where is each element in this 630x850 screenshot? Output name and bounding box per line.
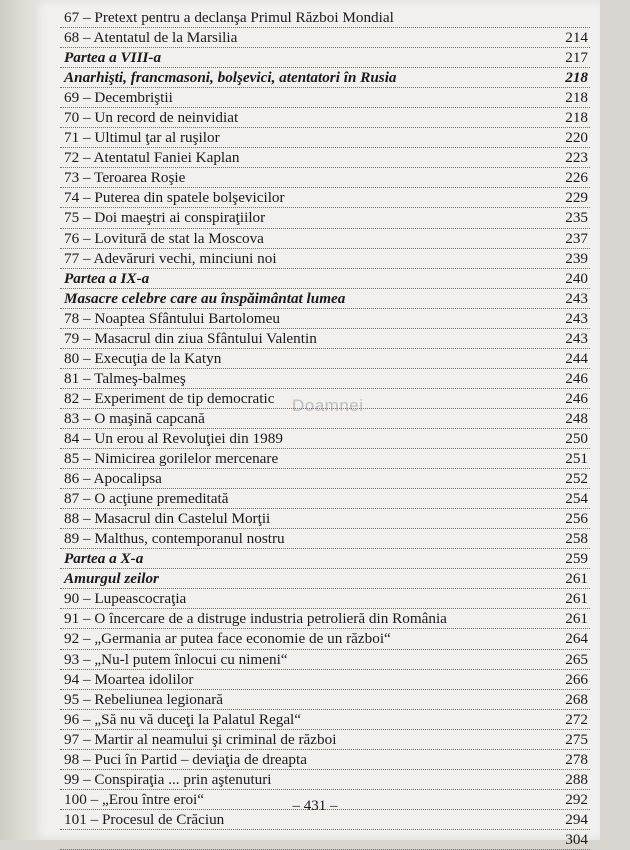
toc-entry bbox=[60, 770, 590, 790]
toc-part-heading bbox=[60, 549, 590, 569]
toc-entry-title: 86 – Apocalipsa bbox=[64, 470, 162, 488]
toc-entry-page: 256 bbox=[565, 510, 588, 528]
toc-entry-page: 259 bbox=[565, 550, 588, 568]
toc-entry-page: 294 bbox=[565, 810, 588, 828]
toc-entry-page: 237 bbox=[565, 229, 588, 247]
page-number: – 431 – bbox=[292, 798, 338, 814]
toc-entry bbox=[60, 188, 590, 208]
toc-entry-title: Partea a IX-a bbox=[64, 269, 150, 287]
toc-entry-title: 99 – Conspiraţia ... prin aştenuturi bbox=[64, 770, 272, 788]
toc-entry bbox=[60, 609, 590, 629]
toc-entry-page: 239 bbox=[565, 249, 588, 267]
toc-entry-title: 88 – Masacrul din Castelul Morţii bbox=[64, 510, 271, 528]
toc-entry bbox=[60, 529, 590, 549]
toc-entry-page: 214 bbox=[565, 29, 588, 47]
toc-entry bbox=[60, 670, 590, 690]
toc-entry bbox=[60, 589, 590, 609]
toc-entry-page: 243 bbox=[565, 289, 588, 307]
toc-part-heading bbox=[60, 269, 590, 289]
toc-part-heading bbox=[60, 48, 590, 68]
toc-entry-title: 70 – Un record de neinvidiat bbox=[64, 109, 239, 127]
toc-entry bbox=[60, 249, 590, 269]
toc-entry-page: 251 bbox=[565, 450, 588, 468]
toc-entry bbox=[60, 509, 590, 529]
watermark: Doamnei bbox=[292, 396, 364, 415]
toc-entry-title: 94 – Moartea idolilor bbox=[64, 670, 194, 688]
toc-entry-title: 73 – Teroarea Roşie bbox=[64, 169, 186, 187]
toc-entry-page: 261 bbox=[565, 610, 588, 628]
toc-entry bbox=[60, 650, 590, 670]
toc-entry bbox=[60, 28, 590, 48]
toc-entry bbox=[60, 449, 590, 469]
toc-entry bbox=[60, 489, 590, 509]
toc-entry bbox=[60, 88, 590, 108]
toc-entry bbox=[60, 369, 590, 389]
toc-entry-title: 90 – Lupeascocraţia bbox=[64, 590, 187, 608]
toc-entry-page: 248 bbox=[565, 409, 588, 427]
toc-entry bbox=[60, 469, 590, 489]
toc-entry-page: 220 bbox=[565, 129, 588, 147]
toc-entry bbox=[60, 208, 590, 228]
toc-entry bbox=[60, 429, 590, 449]
table-of-contents bbox=[60, 8, 590, 850]
toc-entry-page: 266 bbox=[565, 670, 588, 688]
toc-entry bbox=[60, 349, 590, 369]
toc-entry-page: 265 bbox=[565, 650, 588, 668]
toc-entry bbox=[60, 309, 590, 329]
toc-entry-page: 243 bbox=[565, 309, 588, 327]
toc-entry-title: 67 – Pretext pentru a declanşa Primul Război Mondial bbox=[64, 9, 394, 26]
toc-entry-page: 218 bbox=[565, 89, 588, 107]
toc-entry-page: 223 bbox=[565, 149, 588, 167]
toc-entry-title: 75 – Doi maeştri ai conspiraţiilor bbox=[64, 209, 266, 227]
toc-entry-page: 278 bbox=[565, 750, 588, 768]
toc-entry bbox=[60, 229, 590, 249]
toc-entry-page: 246 bbox=[565, 369, 588, 387]
toc-section-heading bbox=[60, 289, 590, 309]
toc-entry-title: 93 – „Nu-l putem înlocui cu nimeni“ bbox=[64, 650, 288, 668]
toc-entry-page: 304 bbox=[565, 830, 588, 848]
toc-entry-page: 250 bbox=[565, 429, 588, 447]
toc-entry-title: 95 – Rebeliunea legionară bbox=[64, 690, 223, 708]
page-edge bbox=[0, 0, 32, 840]
toc-entry bbox=[60, 629, 590, 649]
toc-entry bbox=[60, 750, 590, 770]
toc-entry-page: 254 bbox=[565, 490, 588, 508]
toc-entry bbox=[60, 730, 590, 750]
toc-entry-page: 246 bbox=[565, 389, 588, 407]
toc-entry bbox=[60, 128, 590, 148]
toc-entry-page: 288 bbox=[565, 770, 588, 788]
toc-entry-page: 292 bbox=[565, 790, 588, 808]
toc-entry-page: 275 bbox=[565, 730, 588, 748]
toc-section-heading bbox=[60, 68, 590, 88]
toc-entry-title: Masacre celebre care au înspăimântat lumea bbox=[64, 289, 346, 307]
toc-entry-title: 98 – Puci în Partid – deviaţia de dreapta bbox=[64, 750, 307, 768]
toc-entry bbox=[60, 8, 590, 28]
toc-entry-page: 229 bbox=[565, 189, 588, 207]
toc-entry-page: 235 bbox=[565, 209, 588, 227]
toc-entry-title: 72 – Atentatul Faniei Kaplan bbox=[64, 149, 240, 167]
toc-entry-page: 217 bbox=[565, 49, 588, 67]
toc-entry bbox=[60, 148, 590, 168]
toc-entry-page: 240 bbox=[565, 269, 588, 287]
toc-entry-page: 272 bbox=[565, 710, 588, 728]
toc-entry-title: 87 – O acţiune premeditată bbox=[64, 490, 229, 508]
toc-entry-page: 226 bbox=[565, 169, 588, 187]
toc-entry bbox=[60, 329, 590, 349]
toc-section-heading bbox=[60, 569, 590, 589]
toc-entry-title: 80 – Execuţia de la Katyn bbox=[64, 349, 222, 367]
toc-entry-title: 78 – Noaptea Sfântului Bartolomeu bbox=[64, 309, 280, 327]
toc-entry-title: 91 – O încercare de a distruge industria petrolieră din România bbox=[64, 610, 447, 628]
toc-entry-title: 89 – Malthus, contemporanul nostru bbox=[64, 530, 285, 548]
toc-entry-page: 218 bbox=[565, 69, 588, 87]
toc-entry-page: 258 bbox=[565, 530, 588, 548]
toc-entry-page: 268 bbox=[565, 690, 588, 708]
toc-entry-title: 77 – Adevăruri vechi, minciuni noi bbox=[64, 249, 277, 267]
toc-entry-title: 81 – Talmeş-balmeş bbox=[64, 369, 186, 387]
toc-entry bbox=[60, 108, 590, 128]
toc-entry-page: 243 bbox=[565, 329, 588, 347]
toc-entry-title: 96 – „Să nu vă duceţi la Palatul Regal“ bbox=[64, 710, 302, 728]
toc-entry bbox=[60, 690, 590, 710]
toc-entry-title: Partea a X-a bbox=[64, 550, 144, 568]
toc-entry-title: 68 – Atentatul de la Marsilia bbox=[64, 29, 238, 47]
toc-entry-title: 82 – Experiment de tip democratic bbox=[64, 389, 275, 407]
toc-entry-page: 261 bbox=[565, 570, 588, 588]
toc-entry-title: 74 – Puterea din spatele bolşevicilor bbox=[64, 189, 285, 207]
toc-entry-title: 85 – Nimicirea gorilelor mercenare bbox=[64, 450, 279, 468]
toc-entry-page: 264 bbox=[565, 630, 588, 648]
toc-entry-title: 71 – Ultimul ţar al ruşilor bbox=[64, 129, 220, 147]
toc-entry-title: 84 – Un erou al Revoluţiei din 1989 bbox=[64, 429, 283, 447]
toc-entry bbox=[60, 168, 590, 188]
toc-entry-title: Amurgul zeilor bbox=[64, 570, 159, 588]
toc-entry-title: 83 – O maşină capcană bbox=[64, 409, 205, 427]
toc-entry-title: 100 – „Erou între eroi“ bbox=[64, 790, 205, 808]
toc-entry-title: 97 – Martir al neamului şi criminal de război bbox=[64, 730, 337, 748]
toc-entry-title: Partea a VIII-a bbox=[64, 49, 162, 67]
toc-entry-page: 218 bbox=[565, 109, 588, 127]
toc-entry-page: 261 bbox=[565, 590, 588, 608]
toc-entry-title: 92 – „Germania ar putea face economie de un război“ bbox=[64, 630, 391, 648]
toc-entry-page: 252 bbox=[565, 470, 588, 488]
toc-entry-title: 101 – Procesul de Crăciun bbox=[64, 810, 225, 828]
toc-entry-title: 79 – Masacrul din ziua Sfântului Valentin bbox=[64, 329, 317, 347]
toc-entry-title: Anarhişti, francmasoni, bolşevici, atentatori în Rusia bbox=[64, 69, 397, 87]
toc-entry-page: 244 bbox=[565, 349, 588, 367]
toc-entry-title: 76 – Lovitură de stat la Moscova bbox=[64, 229, 264, 247]
toc-entry bbox=[60, 710, 590, 730]
toc-entry-title: 69 – Decembriştii bbox=[64, 89, 173, 107]
